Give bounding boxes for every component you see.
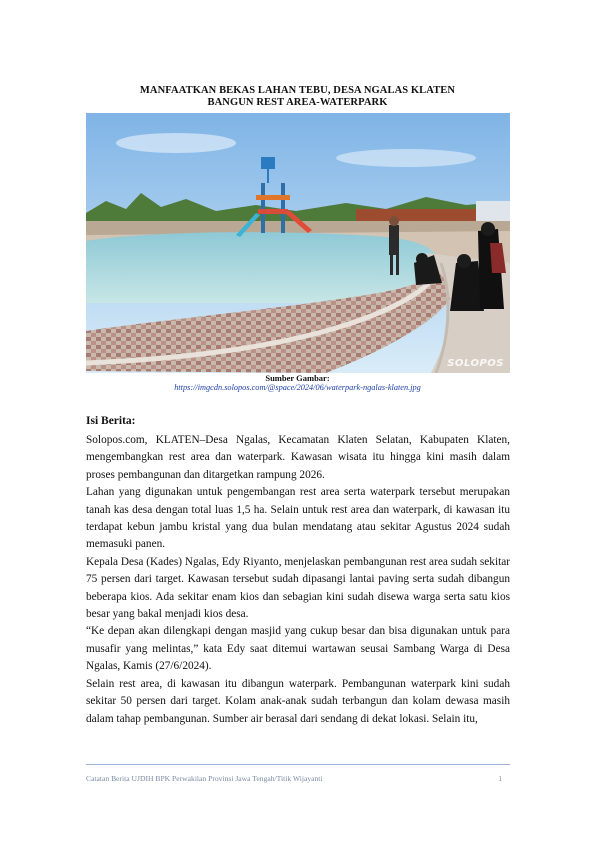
footer-divider bbox=[86, 764, 510, 765]
photo-watermark: SOLOPOS bbox=[447, 358, 504, 369]
document-title bbox=[0, 85, 595, 109]
title-line-1: MANFAATKAN BEKAS LAHAN TEBU, DESA NGALAS KLATEN bbox=[139, 85, 456, 96]
news-photo bbox=[86, 113, 510, 373]
article-body bbox=[86, 432, 510, 728]
article-paragraph: Lahan yang digunakan untuk pengembangan rest area serta waterpark tersebut merupakan tanah kas desa dengan total luas 1,5 ha. Selain untuk rest area dan waterpark, di kawasan itu terdapat kebun jambu kristal yang dua bulan mendatang atau sekitar Agustus 2024 sudah memasuki panen. bbox=[86, 486, 510, 551]
article-paragraph: Selain rest area, di kawasan itu dibangun waterpark. Pembangunan waterpark kini sudah sekitar 50 persen dari target. Kolam anak-anak sudah terbangun dan kolam dewasa masih dalam tahap pembangunan. Sumber air berasal dari sendang di dekat lokasi. Selain itu, bbox=[86, 677, 510, 725]
title-line-2: BANGUN REST AREA-WATERPARK bbox=[207, 97, 388, 108]
content-heading: Isi Berita: bbox=[86, 415, 136, 427]
footer-text: Catatan Berita UJDIH BPK Perwakilan Provinsi Jawa Tengah/Titik Wijayanti bbox=[86, 774, 323, 783]
image-source-url[interactable]: https://imgcdn.solopos.com/@space/2024/06/waterpark-ngalas-klaten.jpg bbox=[174, 383, 421, 392]
article-paragraph: Solopos.com, KLATEN–Desa Ngalas, Kecamatan Klaten Selatan, Kabupaten Klaten, mengembangkan rest area dan waterpark. Kawasan wisata itu hingga kini masih dalam proses pembangunan dan ditargetkan rampung 2026. bbox=[86, 434, 510, 481]
page-number: 1 bbox=[498, 774, 502, 783]
page-footer bbox=[86, 774, 510, 783]
article-paragraph: Kepala Desa (Kades) Ngalas, Edy Riyanto, menjelaskan pembangunan rest area sudah sekitar 75 persen dari target. Kawasan tersebut sudah dipasangi lantai paving serta sudah dibangun beberapa kios. Ada sekitar enam kios dan sebagian kini sudah disewa warga serta satu kios besar yang bakal menjadi kios desa. bbox=[86, 555, 510, 621]
image-source-label: Sumber Gambar: bbox=[265, 373, 330, 383]
article-paragraph: “Ke depan akan dilengkapi dengan masjid yang cukup besar dan bisa digunakan untuk para musafir yang melintas,” kata Edy saat ditemui wartawan seusai Sambang Warga di Desa Ngalas, Kamis (27/6/2024). bbox=[86, 625, 510, 673]
